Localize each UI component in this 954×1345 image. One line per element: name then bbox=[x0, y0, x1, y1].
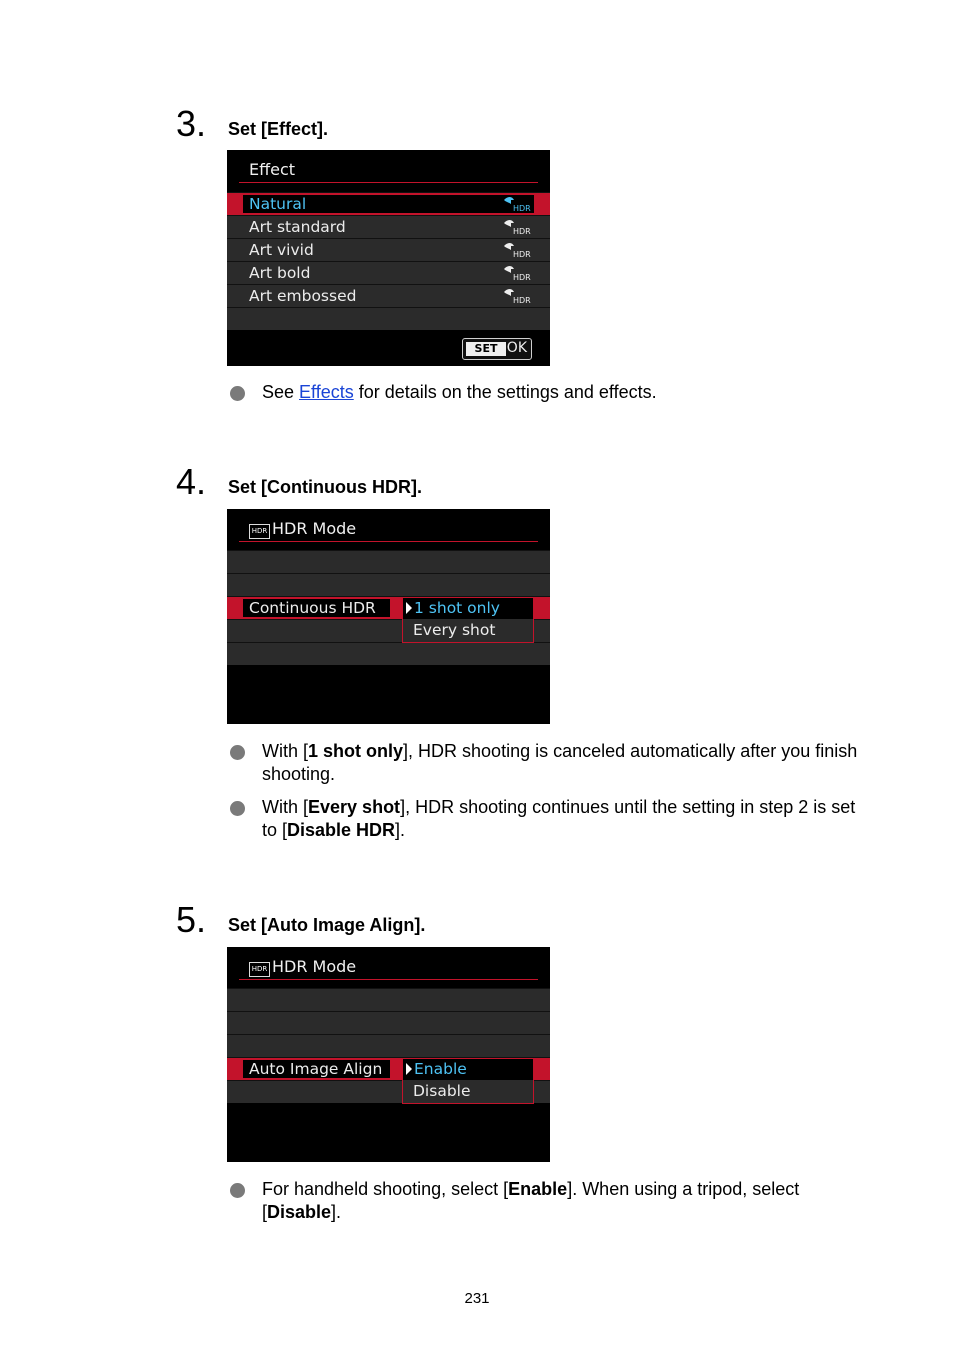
bullet-text: For handheld shooting, select [Enable]. When using a tripod, select [Disable]. bbox=[262, 1179, 800, 1222]
svg-text:HDR: HDR bbox=[513, 250, 531, 259]
selection-arrow-icon bbox=[406, 602, 412, 614]
title-divider bbox=[239, 182, 538, 183]
svg-text:HDR: HDR bbox=[513, 273, 531, 282]
ok-label: OK bbox=[506, 340, 527, 356]
menu-item-art-bold[interactable] bbox=[227, 261, 550, 284]
hdr-effect-icon bbox=[502, 288, 531, 305]
menu-item-label: Art vivid bbox=[249, 241, 314, 259]
page-number: 231 bbox=[464, 1290, 490, 1307]
bullet-text: With [Every shot], HDR shooting continues until the setting in step 2 is set to [Disable HDR]. bbox=[262, 797, 856, 840]
menu-item-natural[interactable] bbox=[227, 192, 550, 215]
step-title: Set [Effect]. bbox=[228, 119, 329, 139]
hdr-effect-icon bbox=[502, 219, 531, 236]
setting-label: Continuous HDR bbox=[249, 599, 376, 617]
empty-row bbox=[227, 642, 550, 665]
menu-item-label: Art standard bbox=[249, 218, 346, 236]
setting-label: Auto Image Align bbox=[249, 1060, 383, 1078]
step-title: Set [Continuous HDR]. bbox=[228, 477, 422, 497]
bullet-dot-icon bbox=[230, 386, 245, 401]
screen-title: HDR HDR Mode bbox=[249, 957, 356, 977]
menu-item-art-vivid[interactable] bbox=[227, 238, 550, 261]
svg-text:HDR: HDR bbox=[513, 296, 531, 305]
hdr-effect-icon bbox=[502, 196, 531, 213]
option-enable[interactable]: Enable bbox=[403, 1059, 533, 1080]
step-number: 3. bbox=[176, 103, 207, 144]
bullet-dot-icon bbox=[230, 745, 245, 760]
bullet-dot-icon bbox=[230, 1183, 245, 1198]
menu-item-label: Natural bbox=[249, 195, 307, 213]
option-every-shot[interactable]: Every shot bbox=[413, 621, 496, 639]
title-divider bbox=[239, 541, 538, 542]
hdr-effect-icon bbox=[502, 242, 531, 259]
bullet-text: With [1 shot only], HDR shooting is canceled automatically after you finish shooting. bbox=[262, 741, 858, 784]
option-disable[interactable]: Disable bbox=[413, 1082, 471, 1100]
bullet-text: See Effects for details on the settings and effects. bbox=[262, 382, 657, 402]
set-label: SET bbox=[466, 342, 506, 356]
set-ok-button[interactable] bbox=[462, 338, 532, 360]
effects-link[interactable]: Effects bbox=[299, 382, 354, 402]
hdr-mode-screen bbox=[227, 509, 550, 724]
step-title: Set [Auto Image Align]. bbox=[228, 915, 426, 935]
menu-item-art-embossed[interactable] bbox=[227, 284, 550, 307]
step-number: 4. bbox=[176, 461, 207, 502]
svg-text:HDR: HDR bbox=[513, 227, 531, 236]
empty-row bbox=[227, 573, 550, 596]
hdr-effect-icon bbox=[502, 265, 531, 282]
hdr-mode-screen bbox=[227, 947, 550, 1162]
menu-item-art-standard[interactable] bbox=[227, 215, 550, 238]
empty-row bbox=[227, 1034, 550, 1057]
menu-item-label: Art embossed bbox=[249, 287, 357, 305]
menu-item-label: Art bold bbox=[249, 264, 311, 282]
effect-screen bbox=[227, 150, 550, 366]
screen-title: HDR HDR Mode bbox=[249, 519, 356, 539]
option-list bbox=[402, 597, 534, 643]
empty-row bbox=[227, 988, 550, 1011]
empty-row bbox=[227, 1011, 550, 1034]
selection-arrow-icon bbox=[406, 1063, 412, 1075]
option-1-shot-only[interactable]: 1 shot only bbox=[403, 598, 533, 619]
step-number: 5. bbox=[176, 899, 207, 940]
title-divider bbox=[239, 979, 538, 980]
empty-row bbox=[227, 307, 550, 330]
bullet-dot-icon bbox=[230, 801, 245, 816]
screen-title: Effect bbox=[249, 160, 296, 179]
hdr-mode-icon: HDR bbox=[249, 524, 270, 539]
hdr-mode-icon: HDR bbox=[249, 962, 270, 977]
option-list bbox=[402, 1058, 534, 1104]
svg-text:HDR: HDR bbox=[513, 204, 531, 213]
empty-row bbox=[227, 550, 550, 573]
